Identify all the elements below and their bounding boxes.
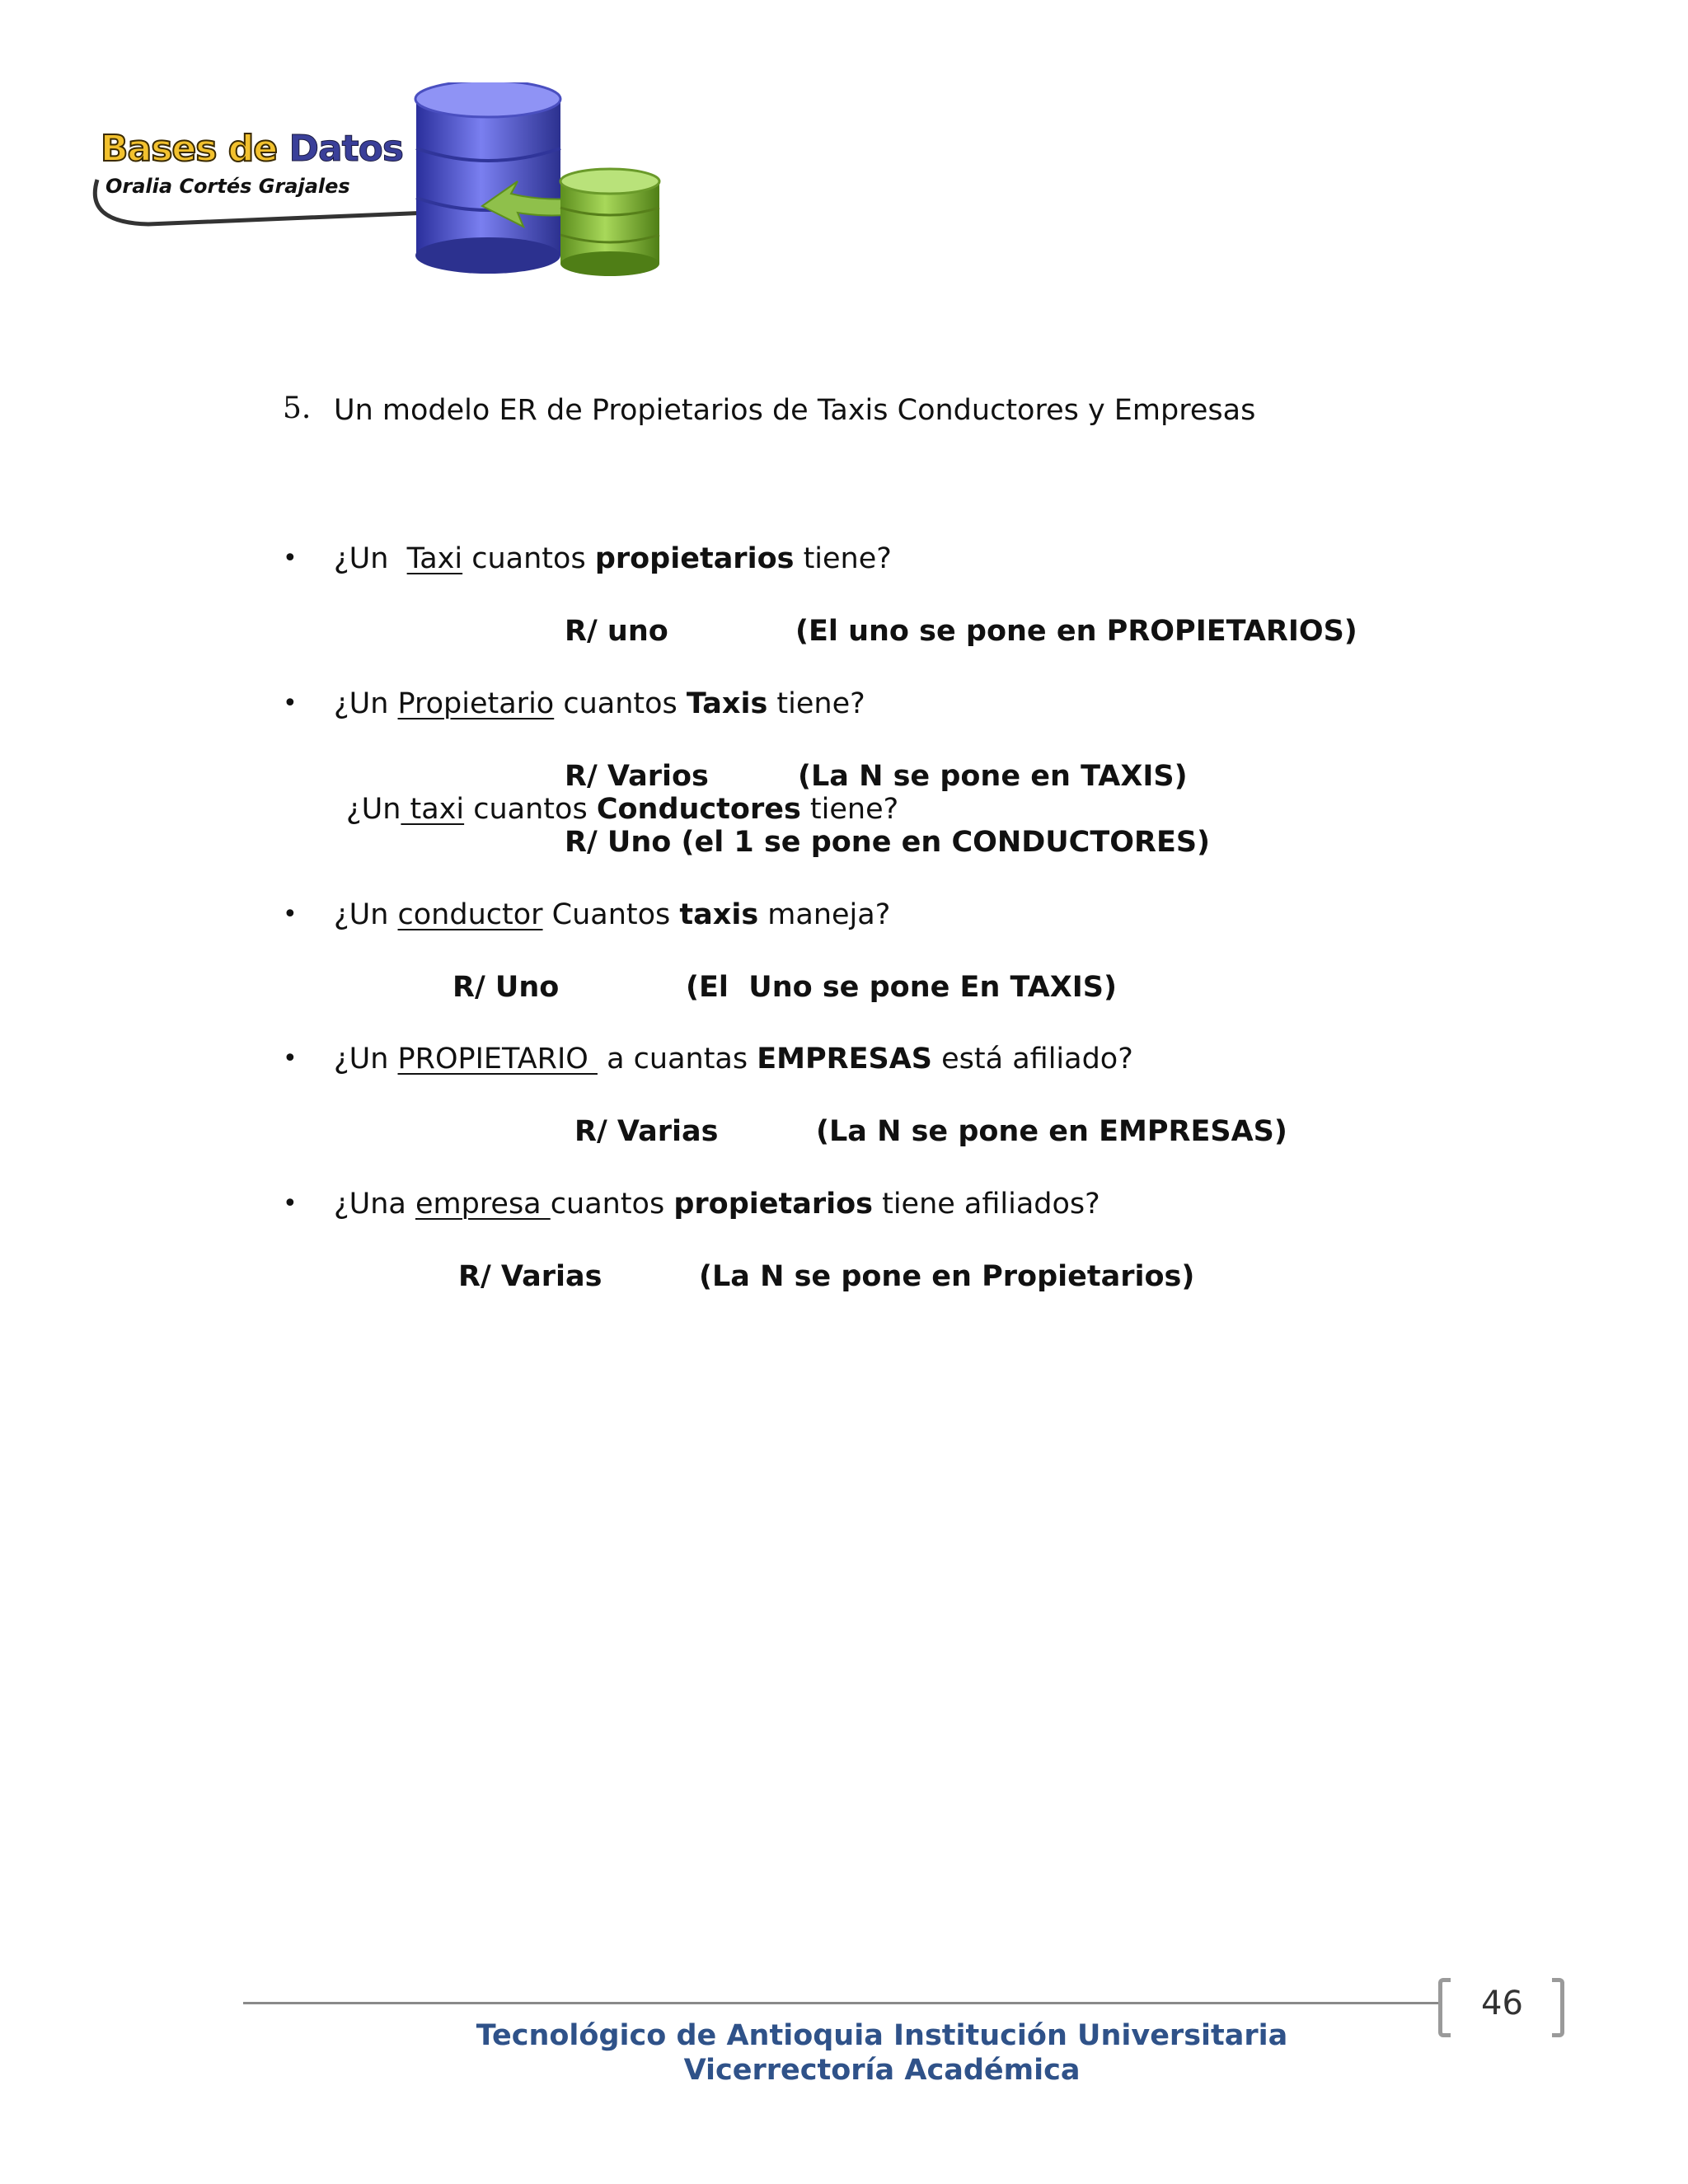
question-4 xyxy=(334,898,890,932)
answer-2: R/ Varios xyxy=(565,760,709,793)
question-4-subject: conductor xyxy=(397,898,543,931)
question-2-subject: Propietario xyxy=(397,687,555,720)
question-1 xyxy=(334,541,892,576)
answer-4-note: (El Uno se pone En TAXIS) xyxy=(686,971,1118,1004)
question-1-suffix: tiene? xyxy=(794,542,892,575)
question-3-object: Conductores xyxy=(596,793,801,826)
page-number: 46 xyxy=(1481,1985,1523,2022)
logo-title xyxy=(101,128,403,170)
question-5-object: EMPRESAS xyxy=(757,1043,933,1076)
question-1-prefix: ¿Un xyxy=(334,542,407,575)
question-2 xyxy=(334,687,865,721)
answer-6-note: (La N se pone en Propietarios) xyxy=(699,1260,1195,1293)
bullet-2: • xyxy=(283,689,298,718)
question-6-suffix: tiene afiliados? xyxy=(872,1188,1100,1221)
question-4-middle: Cuantos xyxy=(542,898,680,931)
section-number: 5. xyxy=(283,391,312,425)
answer-5-note: (La N se pone en EMPRESAS) xyxy=(816,1115,1287,1148)
bullet-6: • xyxy=(283,1189,298,1218)
question-4-prefix: ¿Un xyxy=(334,898,398,931)
footer-divider xyxy=(243,2002,1442,2004)
section-heading-text: Un modelo ER de Propietarios de Taxis Conductores y Empresas xyxy=(334,394,1256,427)
question-3-subject: taxi xyxy=(401,793,465,826)
question-1-object: propietarios xyxy=(594,542,795,575)
question-3-suffix: tiene? xyxy=(800,793,899,826)
question-6-prefix: ¿Una xyxy=(334,1188,415,1221)
question-4-suffix: maneja? xyxy=(758,898,891,931)
logo xyxy=(82,82,676,284)
answer-6: R/ Varias xyxy=(458,1260,603,1293)
question-3-middle: cuantos xyxy=(464,793,597,826)
footer-department: Vicerrectoría Académica xyxy=(683,2054,1081,2087)
footer-institution: Tecnológico de Antioquia Institución Universitaria xyxy=(476,2019,1288,2052)
logo-author: Oralia Cortés Grajales xyxy=(106,175,350,198)
logo-title-part2: Datos xyxy=(288,128,404,170)
question-6 xyxy=(334,1187,1100,1221)
question-1-subject: Taxi xyxy=(406,542,463,575)
question-2-middle: cuantos xyxy=(554,687,687,720)
answer-5: R/ Varias xyxy=(574,1115,719,1148)
logo-title-part1: Bases de xyxy=(101,128,278,170)
answer-4: R/ Uno xyxy=(452,971,560,1004)
question-2-suffix: tiene? xyxy=(767,687,865,720)
question-6-subject: empresa xyxy=(415,1188,551,1221)
answer-3: R/ Uno (el 1 se pone en CONDUCTORES) xyxy=(565,826,1211,859)
answer-1: R/ uno xyxy=(565,615,668,648)
question-5 xyxy=(334,1042,1133,1076)
question-2-object: Taxis xyxy=(686,687,768,720)
question-5-subject: PROPIETARIO xyxy=(397,1043,598,1076)
bullet-1: • xyxy=(283,544,298,573)
question-1-middle: cuantos xyxy=(462,542,595,575)
question-6-object: propietarios xyxy=(673,1188,873,1221)
question-3 xyxy=(346,792,898,827)
answer-1-note: (El uno se pone en PROPIETARIOS) xyxy=(795,615,1357,648)
question-3-prefix: ¿Un xyxy=(346,793,401,826)
question-5-suffix: está afiliado? xyxy=(932,1043,1133,1076)
question-6-middle: cuantos xyxy=(550,1188,674,1221)
bullet-4: • xyxy=(283,900,298,929)
answer-2-note: (La N se pone en TAXIS) xyxy=(798,760,1188,793)
bullet-5: • xyxy=(283,1044,298,1073)
section-heading xyxy=(283,391,311,425)
question-4-object: taxis xyxy=(679,898,759,931)
question-5-prefix: ¿Un xyxy=(334,1043,398,1076)
question-2-prefix: ¿Un xyxy=(334,687,398,720)
question-5-middle: a cuantas xyxy=(597,1043,757,1076)
